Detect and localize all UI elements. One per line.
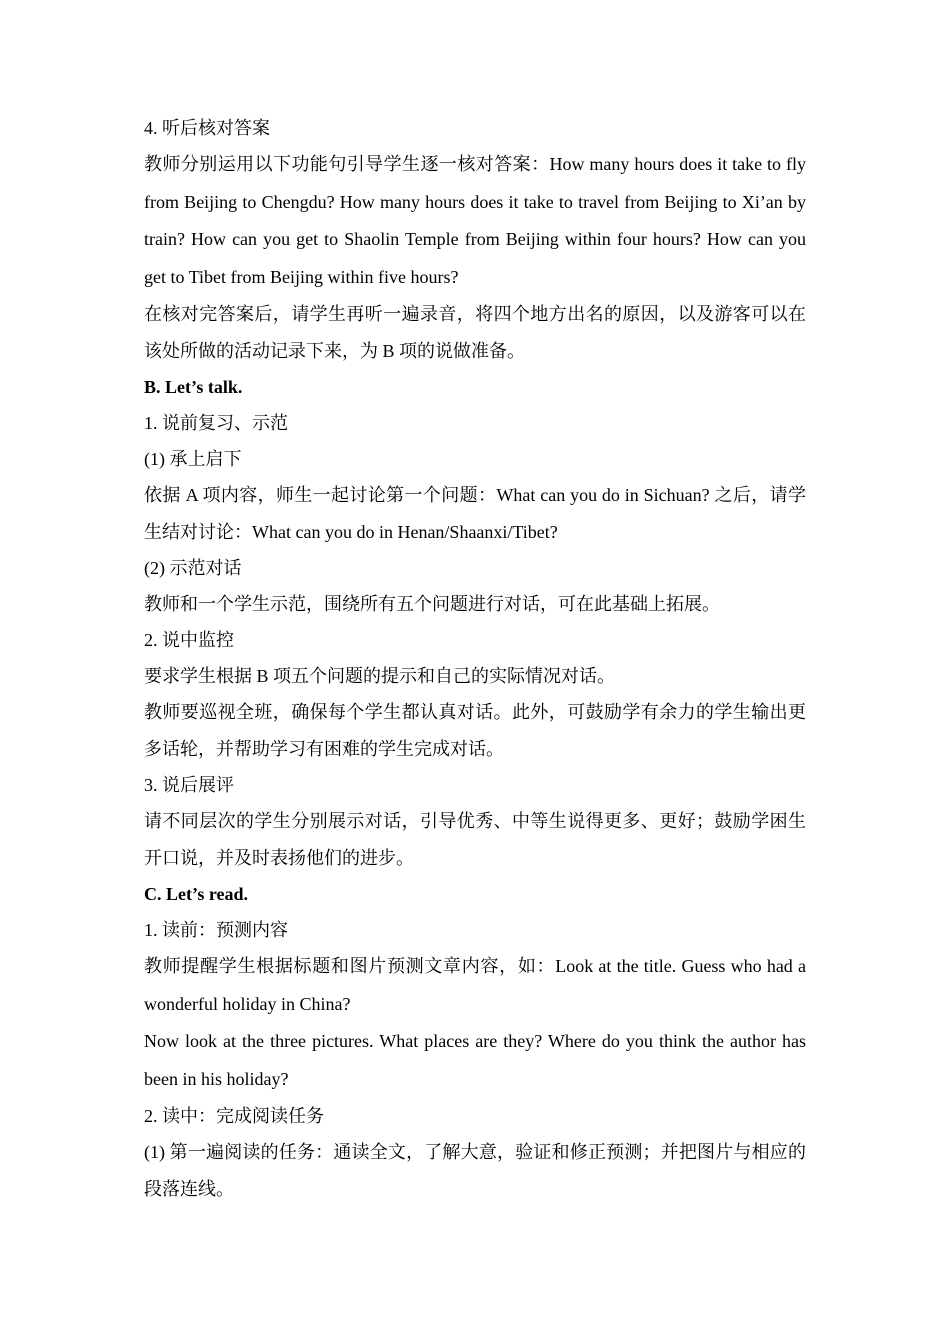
document-page: [144, 110, 806, 1207]
section-c-heading: C. Let’s read.: [144, 884, 248, 904]
pre-reading-heading: 1. 读前：预测内容: [144, 920, 288, 940]
relisten-paragraph: 在核对完答案后，请学生再听一遍录音，将四个地方出名的原因，以及游客可以在该处所做的活动记录下来，为 B 项的说做准备。: [144, 304, 806, 361]
patrol-paragraph: 教师要巡视全班，确保每个学生都认真对话。此外，可鼓励学有余力的学生输出更多话轮，并帮助学习有困难的学生完成对话。: [144, 702, 806, 759]
section-b-heading: B. Let’s talk.: [144, 377, 243, 397]
showcase-paragraph: 请不同层次的学生分别展示对话，引导优秀、中等生说得更多、更好；鼓励学困生开口说，并及时表扬他们的进步。: [144, 811, 806, 868]
substep-2-heading: (2) 示范对话: [144, 558, 242, 578]
step-2-heading: 2. 说中监控: [144, 630, 234, 650]
demo-paragraph: 教师和一个学生示范，围绕所有五个问题进行对话，可在此基础上拓展。: [144, 594, 720, 614]
step-3-heading: 3. 说后展评: [144, 775, 234, 795]
step-4-heading: 4. 听后核对答案: [144, 118, 270, 138]
check-answers-paragraph: 教师分别运用以下功能句引导学生逐一核对答案：How many hours does it take to fly from Beijing to Chengdu? How many hours does it take to travel from Beijing to Xi’an by train? How can you get to Shaolin Temple from Beijing within four hours? How can you get to Tibet from Beijing within five hours?: [144, 154, 806, 287]
while-reading-heading: 2. 读中：完成阅读任务: [144, 1106, 324, 1126]
monitor-paragraph: 要求学生根据 B 项五个问题的提示和自己的实际情况对话。: [144, 666, 616, 686]
substep-1-heading: (1) 承上启下: [144, 449, 242, 469]
predict-paragraph: 教师提醒学生根据标题和图片预测文章内容，如：Look at the title. Guess who had a wonderful holiday in China?: [144, 956, 806, 1014]
first-reading-paragraph: (1) 第一遍阅读的任务：通读全文，了解大意，验证和修正预测；并把图片与相应的段落连线。: [144, 1142, 806, 1199]
step-1-heading: 1. 说前复习、示范: [144, 413, 288, 433]
pictures-paragraph: Now look at the three pictures. What places are they? Where do you think the author has been in his holiday?: [144, 1031, 806, 1089]
discussion-paragraph: 依据 A 项内容，师生一起讨论第一个问题：What can you do in Sichuan? 之后，请学生结对讨论：What can you do in Henan/Shaanxi/Tibet?: [144, 485, 806, 542]
